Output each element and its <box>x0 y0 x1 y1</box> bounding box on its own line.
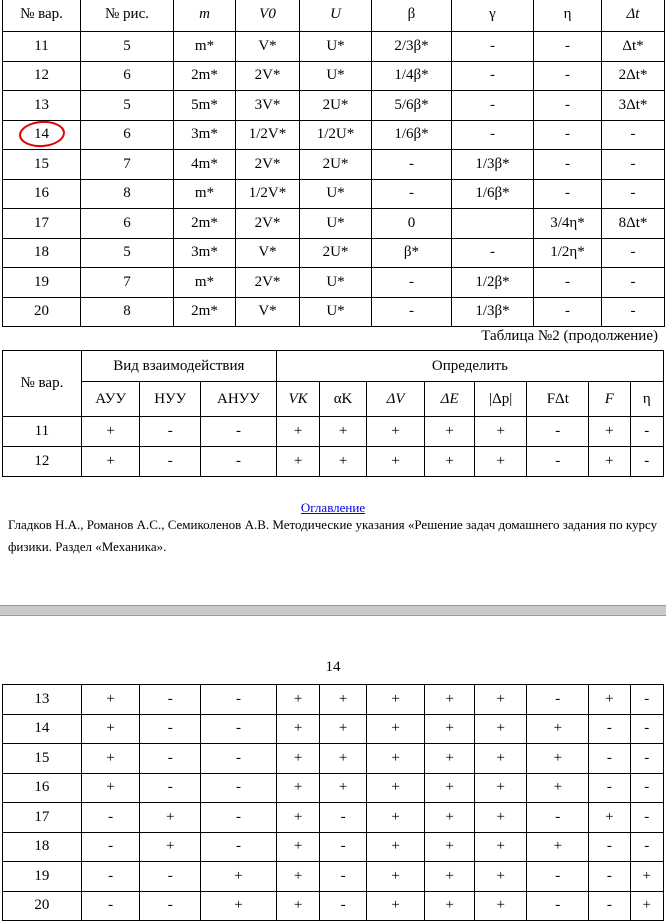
table-cell: - <box>589 891 630 921</box>
table-cell: 2m* <box>174 297 236 327</box>
interaction-type-column: НУУ <box>140 382 201 417</box>
table-row <box>3 268 665 298</box>
table-cell: U* <box>300 209 372 239</box>
table-cell: - <box>140 891 201 921</box>
table-cell: - <box>630 714 663 744</box>
table-cell: + <box>276 744 319 774</box>
table-row <box>3 447 664 477</box>
table-cell: - <box>81 832 140 862</box>
table-cell: + <box>366 832 425 862</box>
interaction-type-column: АУУ <box>81 382 140 417</box>
table-cell: - <box>630 744 663 774</box>
column-header: m <box>174 0 236 32</box>
table-cell: + <box>474 714 527 744</box>
table-cell: + <box>366 685 425 715</box>
table-row <box>3 179 665 209</box>
table-cell: - <box>372 268 452 298</box>
table-cell: + <box>366 417 425 447</box>
table-cell: + <box>140 832 201 862</box>
table-cell: + <box>474 891 527 921</box>
table-cell: + <box>81 417 140 447</box>
table-cell: - <box>534 297 602 327</box>
table-cell: 5 <box>81 91 174 121</box>
table-cell: + <box>589 447 630 477</box>
table-cell: + <box>140 803 201 833</box>
table-cell: V* <box>236 238 300 268</box>
table-cell: - <box>372 297 452 327</box>
table-cell: - <box>201 417 277 447</box>
table-cell: - <box>534 61 602 91</box>
interaction-type-column: АНУУ <box>201 382 277 417</box>
page-number: 14 <box>325 659 341 675</box>
table-cell: - <box>320 832 366 862</box>
table-cell: + <box>320 417 366 447</box>
table-cell: + <box>276 714 319 744</box>
table-cell: - <box>452 32 534 62</box>
table-cell: 2V* <box>236 268 300 298</box>
table-cell: - <box>140 862 201 892</box>
table-cell: - <box>81 803 140 833</box>
table-cell: - <box>140 744 201 774</box>
table-cell: 1/2V* <box>236 179 300 209</box>
table-cell: 2m* <box>174 209 236 239</box>
column-header: № рис. <box>81 0 174 32</box>
column-header: γ <box>452 0 534 32</box>
table-row <box>3 32 665 62</box>
determine-header: Определить <box>276 351 663 382</box>
table-cell: - <box>630 685 663 715</box>
table-row <box>3 714 664 744</box>
table-cell: 19 <box>3 862 82 892</box>
table-row <box>3 209 665 239</box>
table-cell: 2/3β* <box>372 32 452 62</box>
table-cell: 20 <box>3 891 82 921</box>
column-header: Δt <box>602 0 665 32</box>
table-cell: 11 <box>3 32 81 62</box>
table-cell: 8Δt* <box>602 209 665 239</box>
table-cell: β* <box>372 238 452 268</box>
table-cell: + <box>630 862 663 892</box>
table-cell: - <box>630 773 663 803</box>
table-cell: U* <box>300 61 372 91</box>
table-cell: 3m* <box>174 120 236 150</box>
table-cell: - <box>452 61 534 91</box>
table-cell: - <box>630 803 663 833</box>
table-cell: 1/4β* <box>372 61 452 91</box>
interaction-table <box>2 350 664 477</box>
table-cell: - <box>452 91 534 121</box>
table-row <box>3 685 664 715</box>
table-cell: 13 <box>3 91 81 121</box>
table-cell: 15 <box>3 150 81 180</box>
table-cell: - <box>534 32 602 62</box>
table-cell: - <box>140 685 201 715</box>
table-row <box>3 744 664 774</box>
table-cell: - <box>589 862 630 892</box>
table-cell: - <box>320 891 366 921</box>
table-cell: + <box>366 447 425 477</box>
table-cell: 2V* <box>236 209 300 239</box>
table-cell: + <box>366 714 425 744</box>
table-cell: - <box>630 832 663 862</box>
table-cell: U* <box>300 268 372 298</box>
table-cell: 1/2β* <box>452 268 534 298</box>
table-cell: + <box>527 744 589 774</box>
table-cell: 1/3β* <box>452 297 534 327</box>
determine-column: |Δp| <box>474 382 527 417</box>
table-row <box>3 297 665 327</box>
table-cell: 0 <box>372 209 452 239</box>
table-cell: - <box>602 150 665 180</box>
interaction-type-header: Вид взаимодействия <box>81 351 276 382</box>
var-number-header: № вар. <box>3 351 82 417</box>
table-cell: + <box>81 773 140 803</box>
table-cell: 1/2U* <box>300 120 372 150</box>
page-break <box>0 605 666 616</box>
table-cell: + <box>276 773 319 803</box>
table-cell: + <box>474 832 527 862</box>
table-cell: 15 <box>3 744 82 774</box>
table-cell: - <box>589 773 630 803</box>
table-cell: - <box>140 714 201 744</box>
table-cell: 4m* <box>174 150 236 180</box>
table-cell: + <box>425 714 475 744</box>
table-cell: + <box>320 714 366 744</box>
table-cell: + <box>276 832 319 862</box>
table-cell: + <box>276 862 319 892</box>
table-cell: 1/2V* <box>236 120 300 150</box>
determine-column: η <box>630 382 663 417</box>
table-cell: - <box>630 417 663 447</box>
table-cell: + <box>474 447 527 477</box>
table-cell: 6 <box>81 120 174 150</box>
table-cell: + <box>201 862 277 892</box>
table-cell: - <box>201 714 277 744</box>
table-cell: + <box>474 685 527 715</box>
table-cell: - <box>201 685 277 715</box>
parameters-table <box>2 0 665 327</box>
table-cell: + <box>474 417 527 447</box>
table-cell: 11 <box>3 417 82 447</box>
table-cell: - <box>589 832 630 862</box>
table-cell: 17 <box>3 803 82 833</box>
table-cell: - <box>534 268 602 298</box>
table-cell: 2V* <box>236 150 300 180</box>
table-cell: + <box>81 447 140 477</box>
table-cell: - <box>527 447 589 477</box>
interaction-table-continued <box>2 684 664 921</box>
table-cell: + <box>474 773 527 803</box>
table-cell: 5 <box>81 238 174 268</box>
table-cell: + <box>276 447 319 477</box>
table-cell: U* <box>300 32 372 62</box>
table-cell: 5/6β* <box>372 91 452 121</box>
table-cell: + <box>201 891 277 921</box>
determine-column: VK <box>276 382 319 417</box>
table-row <box>3 862 664 892</box>
table-cell: - <box>602 268 665 298</box>
table-cell: + <box>276 685 319 715</box>
table-cell: - <box>372 179 452 209</box>
table-cell: - <box>320 862 366 892</box>
table-cell: 3/4η* <box>534 209 602 239</box>
table-cell: 8 <box>81 179 174 209</box>
table-cell: - <box>589 744 630 774</box>
determine-column: FΔt <box>527 382 589 417</box>
table-cell: - <box>81 891 140 921</box>
table-cell: 17 <box>3 209 81 239</box>
table-cell: 19 <box>3 268 81 298</box>
table-cell: + <box>474 803 527 833</box>
table-cell: m* <box>174 268 236 298</box>
table-cell: 16 <box>3 773 82 803</box>
table-cell: + <box>425 773 475 803</box>
table-cell: + <box>366 773 425 803</box>
table-cell: Δt* <box>602 32 665 62</box>
table-cell: 18 <box>3 238 81 268</box>
table-cell: 12 <box>3 447 82 477</box>
table-cell: - <box>201 832 277 862</box>
table-cell: - <box>140 447 201 477</box>
table-cell: + <box>81 744 140 774</box>
table-row <box>3 120 665 150</box>
table-cell: + <box>81 685 140 715</box>
table-cell: + <box>474 744 527 774</box>
table-cell: 7 <box>81 268 174 298</box>
table-cell: 20 <box>3 297 81 327</box>
table-cell: U* <box>300 297 372 327</box>
table-cell: 2m* <box>174 61 236 91</box>
table-cell: + <box>81 714 140 744</box>
table-cell: - <box>602 120 665 150</box>
table-cell: - <box>81 862 140 892</box>
determine-column: F <box>589 382 630 417</box>
table-cell: + <box>276 417 319 447</box>
table-cell: - <box>527 862 589 892</box>
table-row <box>3 773 664 803</box>
table-cell: 6 <box>81 61 174 91</box>
table-cell: 12 <box>3 61 81 91</box>
table-cell: + <box>366 803 425 833</box>
table-cell: m* <box>174 179 236 209</box>
table-cell: + <box>425 891 475 921</box>
table-row <box>3 91 665 121</box>
table-cell: - <box>372 150 452 180</box>
table-cell: 18 <box>3 832 82 862</box>
determine-column: ΔE <box>425 382 475 417</box>
table-cell: + <box>366 862 425 892</box>
table-cell: 2V* <box>236 61 300 91</box>
table-cell: - <box>140 773 201 803</box>
table-cell: + <box>425 417 475 447</box>
table-cell: + <box>425 744 475 774</box>
table-cell: + <box>527 773 589 803</box>
column-header: U <box>300 0 372 32</box>
table-cell: - <box>452 238 534 268</box>
table-cell: - <box>589 714 630 744</box>
table-cell: + <box>276 891 319 921</box>
table-cell: 3m* <box>174 238 236 268</box>
table-cell: 13 <box>3 685 82 715</box>
table-row <box>3 832 664 862</box>
table-caption: Таблица №2 (продолжение) <box>481 328 658 344</box>
table-row <box>3 891 664 921</box>
column-header: β <box>372 0 452 32</box>
table-cell: - <box>527 803 589 833</box>
table-cell: - <box>602 297 665 327</box>
column-header: № вар. <box>3 0 81 32</box>
table-cell: 16 <box>3 179 81 209</box>
table-cell: 14 <box>3 120 81 150</box>
table-cell: - <box>602 179 665 209</box>
toc-link[interactable]: Оглавление <box>300 500 366 515</box>
table-cell: - <box>527 891 589 921</box>
table-cell: - <box>534 120 602 150</box>
table-cell: 6 <box>81 209 174 239</box>
table-cell: V* <box>236 297 300 327</box>
table-cell: + <box>474 862 527 892</box>
table-cell: 8 <box>81 297 174 327</box>
table-cell: - <box>201 744 277 774</box>
table-cell: 1/2η* <box>534 238 602 268</box>
table-cell: + <box>630 891 663 921</box>
table-cell: + <box>320 773 366 803</box>
table-cell: - <box>201 803 277 833</box>
table-cell: V* <box>236 32 300 62</box>
table-cell: 1/3β* <box>452 150 534 180</box>
table-cell: - <box>452 120 534 150</box>
table-cell: 3V* <box>236 91 300 121</box>
table-cell: m* <box>174 32 236 62</box>
reference-text: Гладков Н.А., Романов А.С., Семиколенов А.В. Методические указания «Решение задач домашнего задания по курсу физики. Раздел «Механика». <box>8 517 658 554</box>
table-cell: + <box>589 685 630 715</box>
table-row <box>3 238 665 268</box>
table-cell: 14 <box>3 714 82 744</box>
table-cell: - <box>630 447 663 477</box>
table-row <box>3 803 664 833</box>
table-cell: - <box>534 150 602 180</box>
table-cell: 2Δt* <box>602 61 665 91</box>
table-cell: - <box>320 803 366 833</box>
table-cell: 3Δt* <box>602 91 665 121</box>
table-cell: + <box>589 417 630 447</box>
table-cell: - <box>140 417 201 447</box>
table-cell <box>452 209 534 239</box>
table-cell: + <box>425 447 475 477</box>
table-cell: + <box>276 803 319 833</box>
table-cell: + <box>425 862 475 892</box>
table-cell: 2U* <box>300 238 372 268</box>
table-cell: 5m* <box>174 91 236 121</box>
table-cell: + <box>527 832 589 862</box>
table-cell: - <box>534 179 602 209</box>
table-cell: 7 <box>81 150 174 180</box>
table-cell: + <box>320 447 366 477</box>
table-cell: 1/6β* <box>452 179 534 209</box>
table-cell: + <box>320 744 366 774</box>
table-cell: - <box>527 417 589 447</box>
table-cell: + <box>320 685 366 715</box>
table-cell: 1/6β* <box>372 120 452 150</box>
table-cell: 5 <box>81 32 174 62</box>
table-cell: + <box>527 714 589 744</box>
table-cell: - <box>201 447 277 477</box>
table-cell: - <box>534 91 602 121</box>
table-cell: U* <box>300 179 372 209</box>
table-cell: + <box>425 832 475 862</box>
table-row <box>3 61 665 91</box>
table-cell: - <box>527 685 589 715</box>
determine-column: ΔV <box>366 382 425 417</box>
table-cell: - <box>201 773 277 803</box>
table-cell: + <box>425 685 475 715</box>
table-cell: + <box>425 803 475 833</box>
table-cell: - <box>602 238 665 268</box>
table-row <box>3 417 664 447</box>
column-header: V0 <box>236 0 300 32</box>
table-cell: + <box>366 891 425 921</box>
table-cell: 2U* <box>300 150 372 180</box>
table-cell: 2U* <box>300 91 372 121</box>
table-row <box>3 150 665 180</box>
table-cell: + <box>589 803 630 833</box>
table-cell: + <box>366 744 425 774</box>
determine-column: αK <box>320 382 366 417</box>
column-header: η <box>534 0 602 32</box>
